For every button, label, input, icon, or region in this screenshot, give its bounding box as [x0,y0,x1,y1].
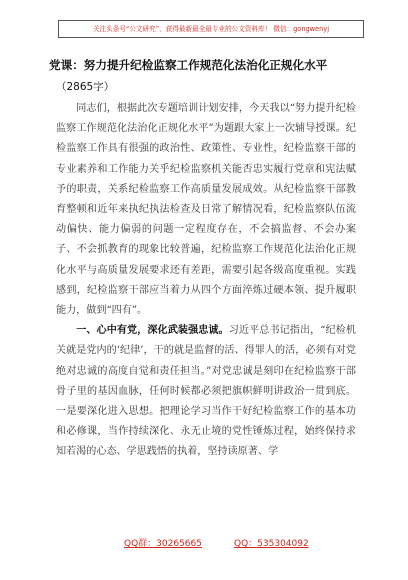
footer-contact [0,536,408,550]
word-count: （2865字） [56,81,115,93]
document-title: 党课：努力提升纪检监察工作规范化法治化正规化水平 [49,58,328,72]
paragraph-section-1 [56,321,356,462]
qq-group-link[interactable]: QQ群：30265665 [124,539,202,549]
section-text: 习近平总书记指出，“纪检机关就是党内的‘纪律’，干的就是监督的活、得罪人的活，必须有对党绝对忠诚的高度自觉和责任担当。”对党忠诚是刻印在纪检监察干部骨子里的基因血脉，任何时候都必须把旗帜鲜明讲政治一贯到底。一是要深化进入思想。把理论学习当作干好纪检监察工作的基本功和必修课，当作持续深化、永无止境的党性锤炼过程，始终保持求知若渴的心态、学思践悟的执着，坚持读原著、学 [56,325,356,458]
header-banner-text: 关注头条号“公文研究”，获得最新最全最专业的公文资料库！ 微信：gongwenyj [92,25,330,33]
qq-contact-link[interactable]: QQ：535304092 [234,539,309,549]
section-heading: 一、心中有党，深化武装强忠诚。 [76,325,229,337]
header-banner [58,20,364,38]
document-body [56,99,356,463]
paragraph-intro: 同志们，根据此次专题培训计划安排，今天我以“努力提升纪检监察工作规范化法治化正规化水平”为题跟大家上一次辅导授课。纪检监察工作具有很强的政治性、政策性、专业性，纪检监察干部的专业素养和工作能力关乎纪检监察机关能否忠实履行党章和宪法赋予的职责，关系纪检监察工作高质量发展成效。从纪检监察干部教育整顿和近年来执纪执法检查及日常了解情况看，纪检监察队伍流动偏快、能力偏弱的问题一定程度存在，不会搞监督、不会办案子、不会抓教育的现象比较普遍，纪检监察工作规范化法治化正规化水平与高质量发展要求还有差距，需要引起各级高度重视。实践感到，纪检监察干部应当着力从四个方面淬炼过硬本领、提升履职能力，做到“四有”。 [56,103,356,317]
